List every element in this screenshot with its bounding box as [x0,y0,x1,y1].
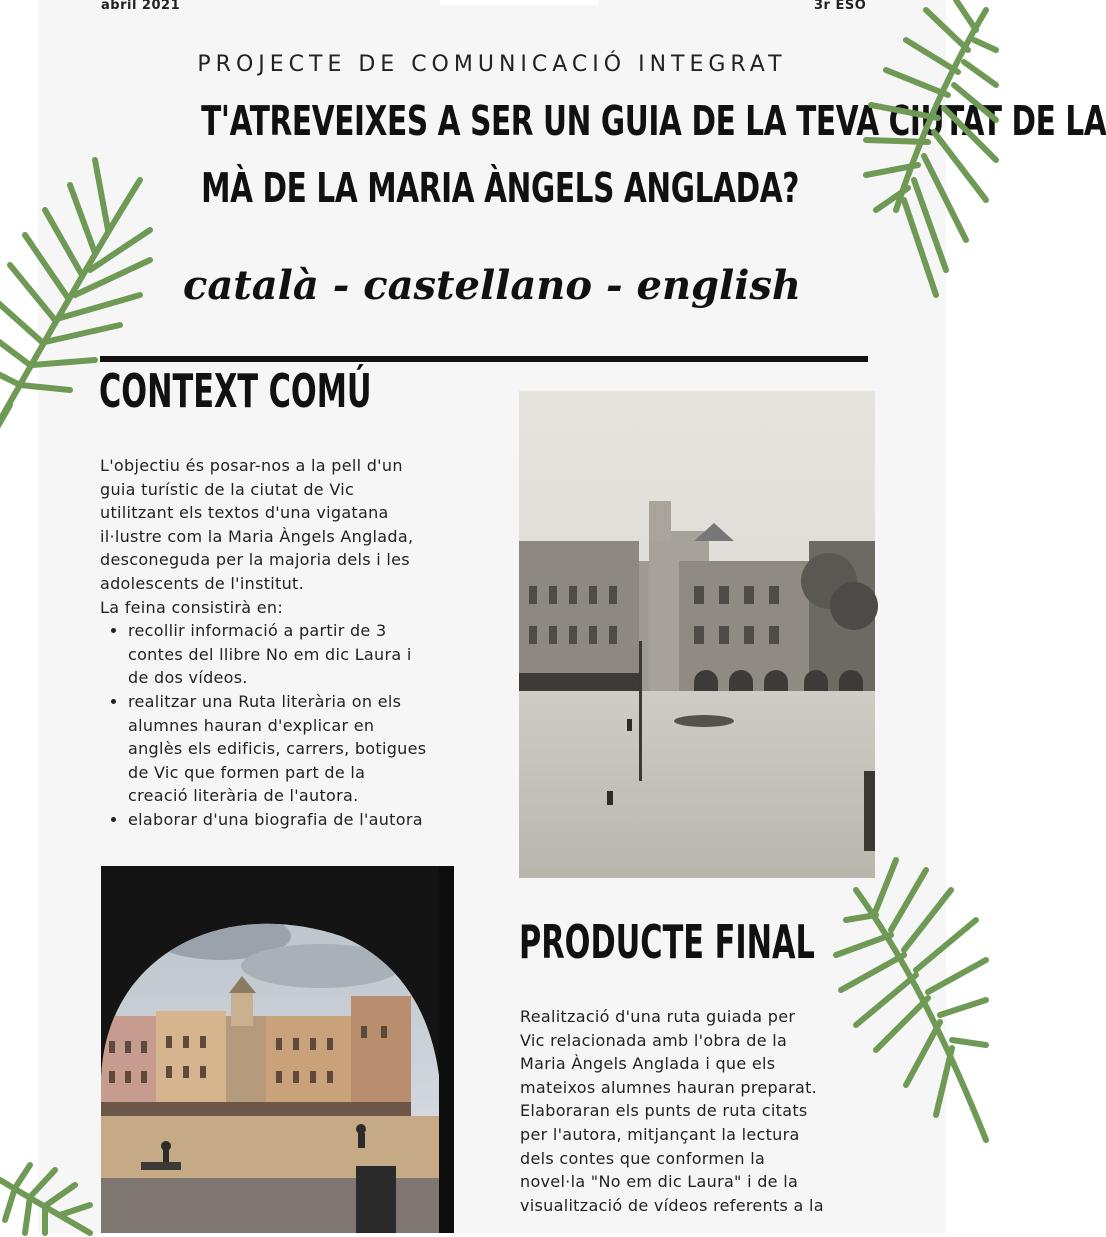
context-heading: CONTEXT COMÚ [99,364,372,418]
top-tab [440,0,598,5]
context-task-line: alumnes hauran d'explicar en [128,715,375,735]
languages-subtitle: català - castellano - english [183,262,801,309]
palm-leaf-left-bottom [0,1160,90,1233]
palm-leaf-right-bottom [836,850,986,1150]
final-product-line: mateixos alumnes hauran preparat. [520,1077,818,1097]
final-product-line: dels contes que conformen la [520,1148,766,1168]
final-product-line: novel·la "No em dic Laura" i de la [520,1172,799,1192]
context-task-line: • recollir informació a partir de 3 [128,621,387,641]
context-task-line: • realitzar una Ruta literària on els [128,691,402,711]
vic-square-arch-photo [101,866,454,1233]
palm-leaf-left-top [0,120,150,450]
context-task-line: de dos vídeos. [128,668,248,688]
context-task-line: creació literària de l'autora. [128,786,359,806]
final-product-line: per l'autora, mitjançant la lectura [520,1124,800,1144]
project-kicker: PROJECTE DE COMUNICACIÓ INTEGRAT [197,52,787,77]
context-intro-line: utilitzant els textos d'una vigatana [100,503,389,523]
context-task-line: • elaborar d'una biografia de l'autora [128,809,423,829]
context-body [100,454,480,832]
context-task-item [128,619,480,690]
final-product-line: Elaboraran els punts de ruta citats [520,1101,808,1121]
context-task-line: de Vic que formen part de la [128,762,366,782]
context-intro-line: desconeguda per la majoria dels i les [100,550,410,570]
title-line-1: T'ATREVEIXES A SER UN GUIA DE LA TEVA CIUTAT DE LA [201,97,1106,145]
palm-leaf-right-top [846,0,986,300]
context-intro [100,454,480,619]
context-task-item [128,690,480,808]
context-task-line: contes del llibre No em dic Laura i [128,644,412,664]
title-line-2: MÀ DE LA MARIA ÀNGELS ANGLADA? [201,164,799,212]
final-product-line: Vic relacionada amb l'obra de la [520,1030,788,1050]
final-product-line: Maria Àngels Anglada i que els [520,1054,776,1074]
context-intro-line: il·lustre com la Maria Àngels Anglada, [100,526,414,546]
section-divider [100,356,868,362]
final-product-heading: PRODUCTE FINAL [519,915,815,969]
context-task-line: anglès els edificis, carrers, botigues [128,739,427,759]
context-intro-line: L'objectiu és posar-nos a la pell d'un [100,456,403,475]
context-intro-line: adolescents de l'institut. [100,573,304,593]
context-intro-line: guia turístic de la ciutat de Vic [100,479,355,499]
final-product-line: Realització d'una ruta guiada per [520,1007,796,1026]
context-intro-line: La feina consistirà en: [100,597,284,617]
historic-vic-square-photo [519,391,875,878]
context-task-list [100,619,480,831]
final-product-line: visualització de vídeos referents a la [520,1195,824,1215]
header-grade: 3r ESO [814,0,867,13]
context-task-item [128,808,480,832]
header-date: abril 2021 [101,0,181,13]
